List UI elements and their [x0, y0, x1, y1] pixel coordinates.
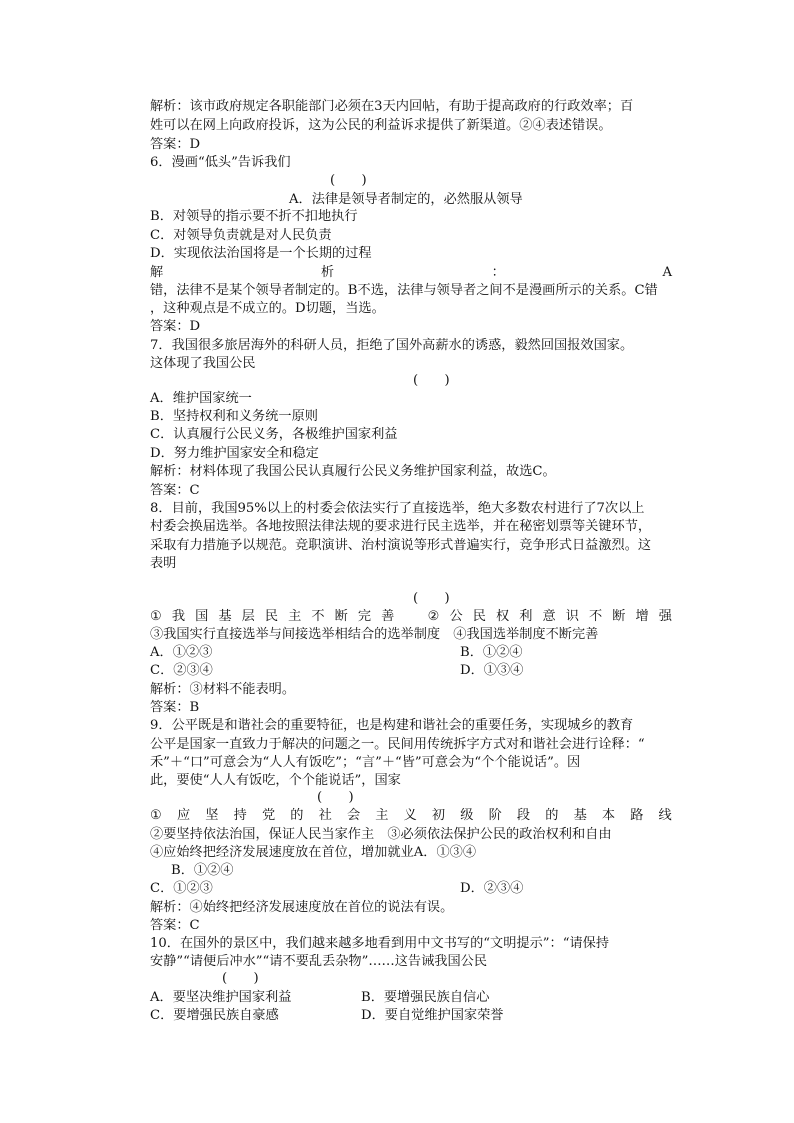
q8-option-c: C．②③④ — [150, 663, 213, 678]
q6-option-d: D．实现依法治国将是一个长期的过程 — [150, 246, 372, 261]
q8-statement-char: ① — [150, 609, 162, 624]
q5-answer: 答案：D — [150, 137, 201, 152]
q9-statement-char: 社 — [318, 808, 332, 823]
q9-stem-line-4: 此，要使“人人有饭吃，个个能说话”，国家 — [150, 773, 401, 788]
q8-statement-char: 民 — [264, 609, 279, 624]
q8-statement-char: 识 — [565, 609, 579, 624]
q8-statement-char: 民 — [472, 609, 486, 624]
q10-option-a: A．要坚决维护国家利益 — [150, 990, 292, 1005]
q9-stem-line-3: 禾”＋“口”可意会为“人人有饭吃”；“言”＋“皆”可意会为“个个能说话”。因 — [150, 755, 581, 770]
q10-option-b: B．要增强民族自信心 — [361, 990, 490, 1005]
q9-statements-line-1 — [150, 806, 672, 825]
q8-statement-char: 公 — [449, 609, 463, 624]
q8-statement-char: 不 — [311, 609, 325, 624]
q6-analysis-char: ： — [491, 265, 505, 280]
q8-statement-char: 基 — [218, 609, 232, 624]
q8-analysis: 解析：③材料不能表明。 — [150, 682, 296, 697]
q7-answer: 答案：C — [150, 483, 200, 498]
q8-statement-char: 增 — [635, 609, 649, 624]
q9-statement-char: 阶 — [488, 808, 502, 823]
q8-statement-char: 利 — [519, 609, 533, 624]
q8-statement-char: 不 — [589, 609, 603, 624]
q8-answer-blank: ( ) — [413, 591, 450, 606]
q9-statement-char: 的 — [290, 808, 304, 823]
q10-option-c: C．要增强民族自豪感 — [150, 1008, 279, 1023]
q8-stem-line-2: 村委会换届选举。各地按照法律法规的要求进行民主选举，并在秘密划票等关键环节， — [150, 519, 652, 534]
q10-answer-blank: ( ) — [222, 971, 259, 986]
q9-statement-char: ① — [150, 808, 162, 823]
q8-statement-char: 完 — [357, 609, 372, 624]
q8-statement-char: 国 — [195, 609, 209, 624]
q8-statement-char: 层 — [241, 609, 255, 624]
q8-statement-char — [404, 607, 417, 626]
q9-statement-char: 主 — [375, 808, 389, 823]
q9-answer-blank: ( ) — [317, 790, 354, 805]
q7-analysis: 解析：材料体现了我国公民认真履行公民义务维护国家利益，故选C。 — [150, 464, 556, 479]
q10-option-d: D．要自觉维护国家荣誉 — [361, 1008, 504, 1023]
q6-analysis-char: A — [662, 265, 672, 280]
q8-statement-char: 权 — [496, 609, 510, 624]
q9-statement-char: 基 — [573, 808, 587, 823]
q9-statement-char: 义 — [403, 808, 417, 823]
q8-statement-char: 我 — [171, 609, 186, 624]
q7-option-a: A．维护国家统一 — [150, 391, 252, 406]
q9-statement-char: 坚 — [205, 808, 219, 823]
q9-statements-line-2: ②要坚持依法治国，保证人民当家作主 ③必须依法保护公民的政治权利和自由 — [150, 827, 612, 842]
q9-statement-char: 党 — [261, 808, 276, 823]
q9-statement-char: 应 — [176, 808, 191, 823]
q7-option-b: B．坚持权利和义务统一原则 — [150, 409, 318, 424]
q8-option-a: A．①②③ — [150, 645, 213, 660]
q8-statement-char: 主 — [288, 609, 302, 624]
q7-option-d: D．努力维护国家安全和稳定 — [150, 446, 319, 461]
q6-analysis-line-3: ，这种观点是不成立的。D切题，当选。 — [150, 301, 385, 316]
q6-analysis-char: 解 — [150, 265, 164, 280]
q9-statement-char: 线 — [658, 808, 672, 823]
q9-stem-line-1: 9．公平既是和谐社会的重要特征，也是构建和谐社会的重要任务，实现城乡的教育 — [150, 718, 634, 733]
q9-statement-char: 持 — [233, 808, 247, 823]
q6-option-a: A．法律是领导者制定的，必然服从领导 — [289, 192, 523, 207]
q6-option-c: C．对领导负责就是对人民负责 — [150, 228, 332, 243]
q9-statement-char: 会 — [346, 808, 361, 823]
q8-statements-line-1 — [150, 607, 672, 626]
q8-statement-char: ② — [427, 609, 440, 624]
q9-statement-char: 级 — [460, 808, 474, 823]
q10-stem-line-2: 安静”“请便后冲水”“请不要乱丢杂物”……这告诫我国公民 — [150, 954, 488, 969]
q6-answer: 答案：D — [150, 319, 201, 334]
q7-answer-blank: ( ) — [413, 373, 450, 388]
q6-analysis-line-1 — [150, 263, 672, 282]
q8-stem-line-3: 采取有力措施予以规范。竞职演讲、治村演说等形式普遍实行，竞争形式日益激烈。这 — [150, 538, 652, 553]
q9-statements-line-3: ④应始终把经济发展速度放在首位，增加就业A．①③④ — [150, 845, 477, 860]
q9-analysis: 解析：④始终把经济发展速度放在首位的说法有误。 — [150, 900, 454, 915]
q9-statement-char: 的 — [545, 808, 559, 823]
q8-answer: 答案：B — [150, 700, 200, 715]
q8-statement-char: 善 — [381, 609, 395, 624]
q9-statement-char: 初 — [431, 808, 446, 823]
q8-stem-line-4: 表明 — [150, 556, 177, 571]
q6-analysis-char: 析 — [320, 265, 334, 280]
q7-stem-line-2: 这体现了我国公民 — [150, 356, 256, 371]
q9-answer: 答案：C — [150, 918, 200, 933]
q9-option-d: D．②③④ — [460, 881, 524, 896]
q7-option-c: C．认真履行公民义务，各极维护国家利益 — [150, 427, 398, 442]
q9-statement-char: 段 — [516, 808, 531, 823]
q8-statement-char: 断 — [334, 609, 348, 624]
q6-answer-blank: ( ) — [330, 173, 367, 188]
q6-option-b: B．对领导的指示要不折不扣地执行 — [150, 209, 358, 224]
q9-statement-char: 路 — [630, 808, 644, 823]
q5-analysis-line-1: 解析：该市政府规定各职能部门必须在3天内回帖，有助于提高政府的行政效率；百 — [150, 99, 634, 114]
q8-statements-line-2: ③我国实行直接选举与间接选举相结合的选举制度 ④我国选举制度不断完善 — [150, 627, 599, 642]
q8-option-b: B．①②④ — [460, 645, 523, 660]
q8-statement-char: 意 — [542, 609, 556, 624]
q8-statement-char: 强 — [658, 609, 672, 624]
q5-analysis-line-2: 姓可以在网上向政府投诉，这为公民的利益诉求提供了新渠道。②④表述错误。 — [150, 118, 612, 133]
q6-analysis-line-2: 错，法律不是某个领导者制定的。B不选，法律与领导者之间不是漫画所示的关系。C错 — [150, 283, 658, 298]
q9-option-b: B．①②④ — [171, 863, 234, 878]
q6-stem: 6．漫画“低头”告诉我们 — [150, 155, 291, 170]
q9-statement-char: 本 — [601, 808, 616, 823]
q7-stem-line-1: 7．我国很多旅居海外的科研人员，拒绝了国外高薪水的诱惑，毅然回国报效国家。 — [150, 338, 634, 353]
q10-stem-line-1: 10．在国外的景区中，我们越来越多地看到用中文书写的“文明提示”：“请保持 — [150, 936, 610, 951]
q9-option-c: C．①②③ — [150, 881, 213, 896]
q8-stem-line-1: 8．目前，我国95%以上的村委会依法实行了直接选举，绝大多数农村进行了7次以上 — [150, 501, 645, 516]
q8-statement-char: 断 — [612, 609, 626, 624]
q9-stem-line-2: 公平是国家一直致力于解决的问题之一。民间用传统拆字方式对和谐社会进行诠释：“ — [150, 737, 645, 752]
q8-option-d: D．①③④ — [460, 663, 524, 678]
